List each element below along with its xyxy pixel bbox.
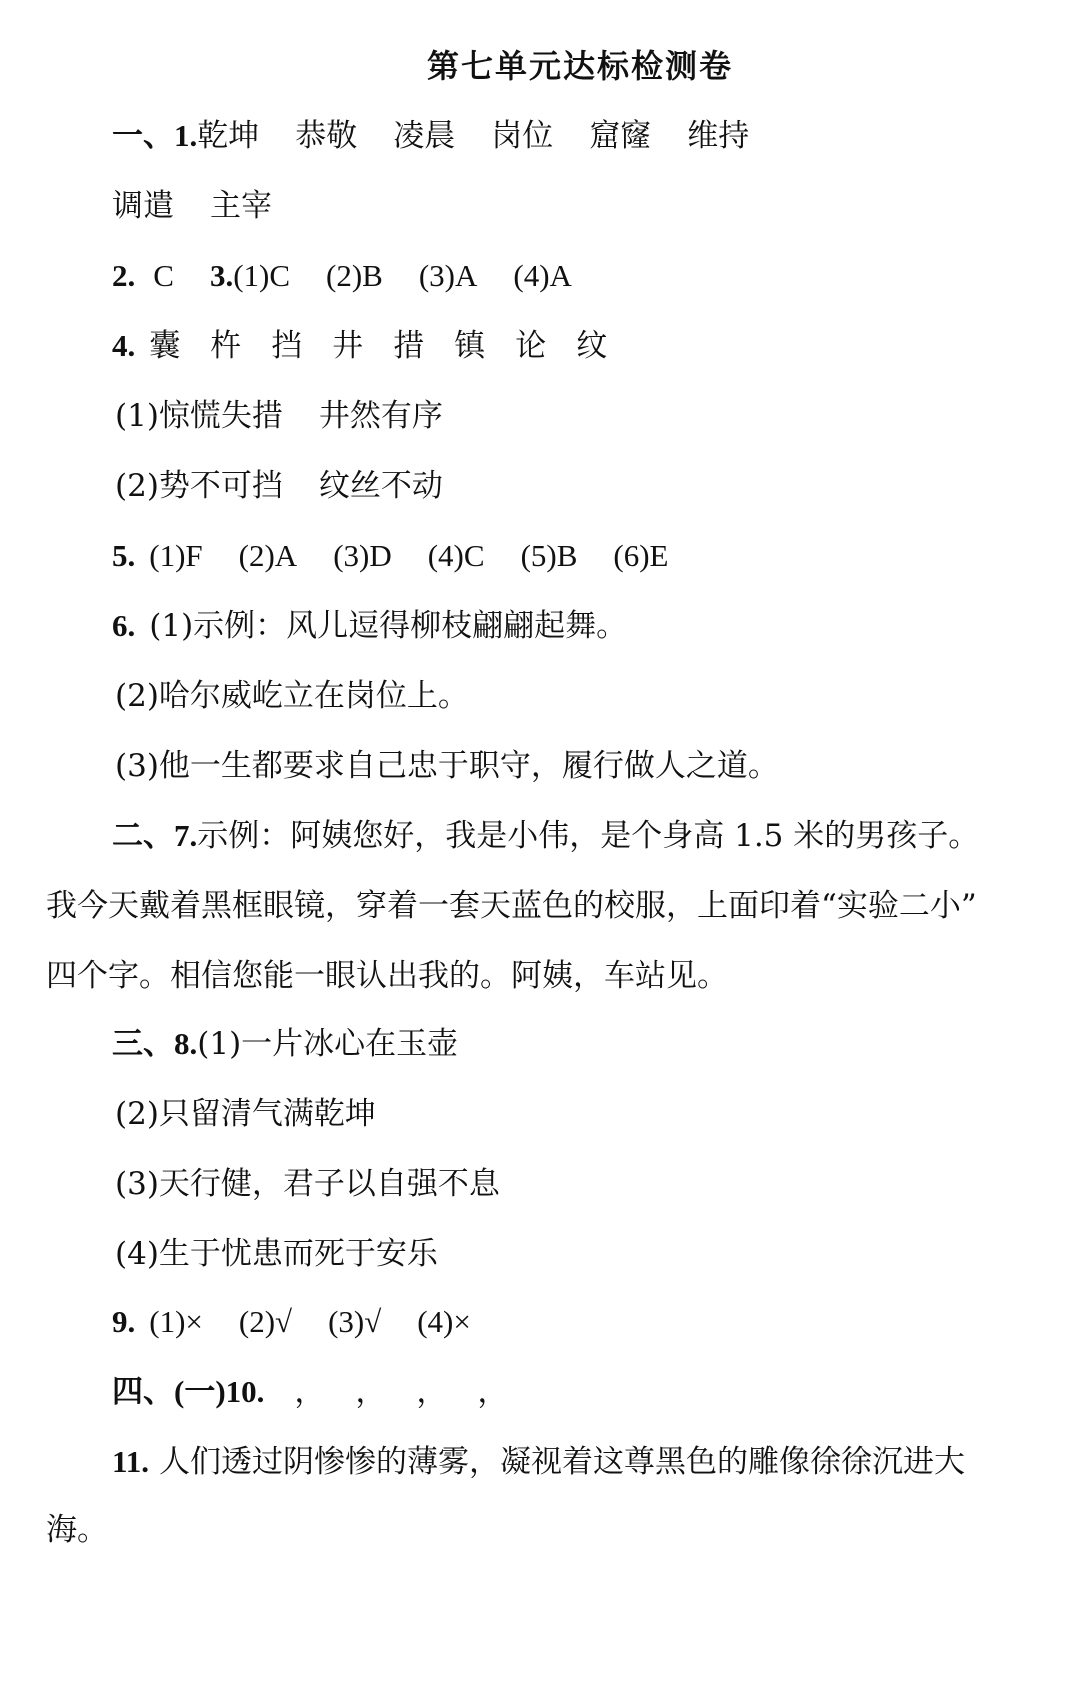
q4-sub-answer: 井然有序 [318, 398, 443, 434]
q3-answer: (2)B [326, 258, 383, 293]
q1-word: 岗位 [491, 118, 554, 154]
q1-word: 调遣 [112, 188, 174, 224]
q8-text: (1)一片冰心在玉壶 [197, 1026, 459, 1062]
q4-line [112, 326, 607, 366]
q1-word: 窟窿 [589, 118, 652, 154]
q5-answer: (5)B [520, 538, 578, 573]
q4-char: 措 [393, 328, 425, 364]
q10-mark: ， [294, 1374, 326, 1410]
q5-answer: (2)A [238, 538, 298, 573]
q5-answer: (4)C [427, 538, 485, 573]
q1-word: 主宰 [210, 188, 272, 224]
q8-line-4: (4)生于忧患而死于安乐 [115, 1236, 438, 1272]
q8-line-2: (2)只留清气满乾坤 [115, 1096, 376, 1132]
q6-line-3: (3)他一生都要求自己忠于职守，履行做人之道。 [115, 748, 779, 784]
q10-number: 10. [225, 1374, 265, 1409]
q8-line-3: (3)天行健，君子以自强不息 [115, 1166, 500, 1202]
q1-word: 凌晨 [393, 118, 456, 154]
q6-line-2: (2)哈尔威屹立在岗位上。 [115, 678, 469, 714]
q1-line [112, 116, 749, 156]
q10-mark: ， [477, 1374, 509, 1410]
q6-number: 6. [112, 608, 136, 643]
q10-mark: ， [416, 1374, 448, 1410]
q10-mark: ， [355, 1374, 387, 1410]
q4-sub-answer: (2)势不可挡 [115, 468, 283, 504]
q9-answer: (2)√ [238, 1304, 293, 1339]
page-title: 第七单元达标检测卷 [426, 47, 733, 85]
q5-answer: (3)D [333, 538, 392, 573]
q7-line-3: 四个字。相信您能一眼认出我的。阿姨，车站见。 [46, 958, 728, 994]
q2-q3-line [112, 256, 572, 296]
q1-line-2 [112, 186, 272, 226]
q9-answer: (4)× [417, 1304, 471, 1339]
q4-char: 井 [332, 328, 364, 364]
q4-sub-answer: 纹丝不动 [318, 468, 443, 504]
q7-number: 二、7. [112, 818, 198, 853]
q4-sub-2 [115, 466, 443, 506]
q11-number: 11. [112, 1444, 150, 1479]
q3-answer: (1)C [233, 258, 291, 293]
q5-line [112, 536, 668, 576]
q1-word: 恭敬 [295, 118, 358, 154]
q4-sub-answer: (1)惊慌失措 [115, 398, 283, 434]
q8-number: 三、8. [112, 1026, 198, 1061]
q11-line-1 [112, 1442, 965, 1482]
q9-number: 9. [112, 1304, 136, 1339]
q3-answer: (4)A [513, 258, 572, 293]
q4-char: 纹 [576, 328, 608, 364]
q4-char: 镇 [454, 328, 486, 364]
q7-text: 示例：阿姨您好，我是小伟，是个身高 1.5 米的男孩子。 [197, 818, 980, 854]
q1-number: 一、1. [112, 118, 198, 153]
q7-line-2: 我今天戴着黑框眼镜，穿着一套天蓝色的校服，上面印着“实验二小” [46, 888, 977, 924]
q4-char: 论 [515, 328, 547, 364]
q6-line-1 [112, 606, 627, 646]
q4-char: 杵 [210, 328, 242, 364]
q1-word: 维持 [687, 118, 750, 154]
q5-answer: (6)E [613, 538, 669, 573]
q5-number: 5. [112, 538, 136, 573]
q3-answer: (3)A [418, 258, 478, 293]
q4-char: 囊 [149, 328, 181, 364]
q4-number: 4. [112, 328, 136, 363]
q8-line-1 [112, 1024, 458, 1064]
q3-number: 3. [209, 258, 234, 293]
q11-line-2: 海。 [46, 1512, 108, 1548]
q9-answer: (1)× [149, 1304, 203, 1339]
q11-text: 人们透过阴惨惨的薄雾，凝视着这尊黑色的雕像徐徐沉进大 [159, 1444, 966, 1480]
q2-answer: C [153, 258, 174, 293]
q9-line [112, 1302, 471, 1342]
q2-number: 2. [112, 258, 136, 293]
q10-line [112, 1372, 508, 1412]
q4-sub-1 [115, 396, 443, 436]
q5-answer: (1)F [149, 538, 203, 573]
q9-answer: (3)√ [328, 1304, 382, 1339]
q4-char: 挡 [271, 328, 303, 364]
q6-answer: (1)示例：风儿逗得柳枝翩翩起舞。 [149, 608, 628, 644]
q1-word: 乾坤 [197, 118, 260, 154]
q10-section: 四、(一) [112, 1374, 226, 1409]
q7-line-1 [112, 816, 979, 856]
